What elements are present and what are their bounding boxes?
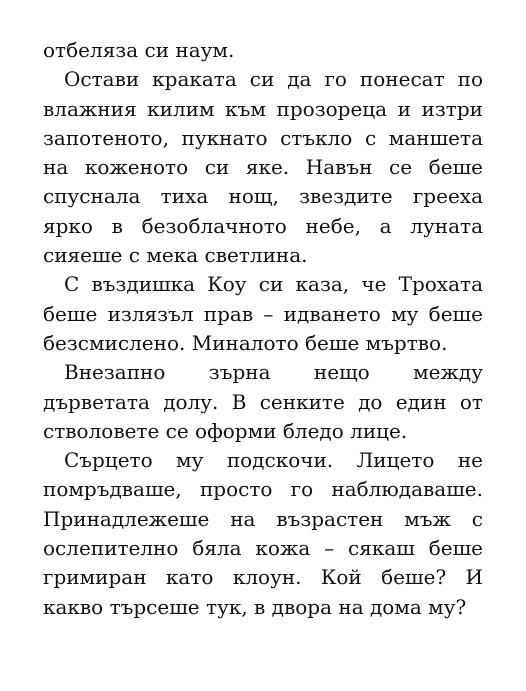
paragraph-4: Внезапно зърна нещо между дърветата долу. В сенките до един от стволовете се оформи бледо лице. <box>43 360 483 443</box>
paragraph-1: отбеляза си наум. <box>43 38 235 62</box>
paragraph-3: С въздишка Коу си каза, че Трохата беше излязъл прав – идването му беше безсмислено. Миналото беше мъртво. <box>43 272 483 355</box>
paragraph-2: Остави краката си да го понесат по влажния килим към прозореца и изтри запотеното, пукнато стъкло с маншета на коженото си яке. Навън се беше спуснала тиха нощ, звездите грееха ярко в безоблачното небе, а луната сияеше с мека светлина. <box>43 67 483 268</box>
paragraph-5: Сърцето му подскочи. Лицето не помръдваше, просто го наблюдаваше. Принадлежеше на възрастен мъж с ослепително бяла кожа – сякаш беше гримиран като клоун. Кой беше? И какво търсеше тук, в двора на дома му? <box>43 448 483 619</box>
